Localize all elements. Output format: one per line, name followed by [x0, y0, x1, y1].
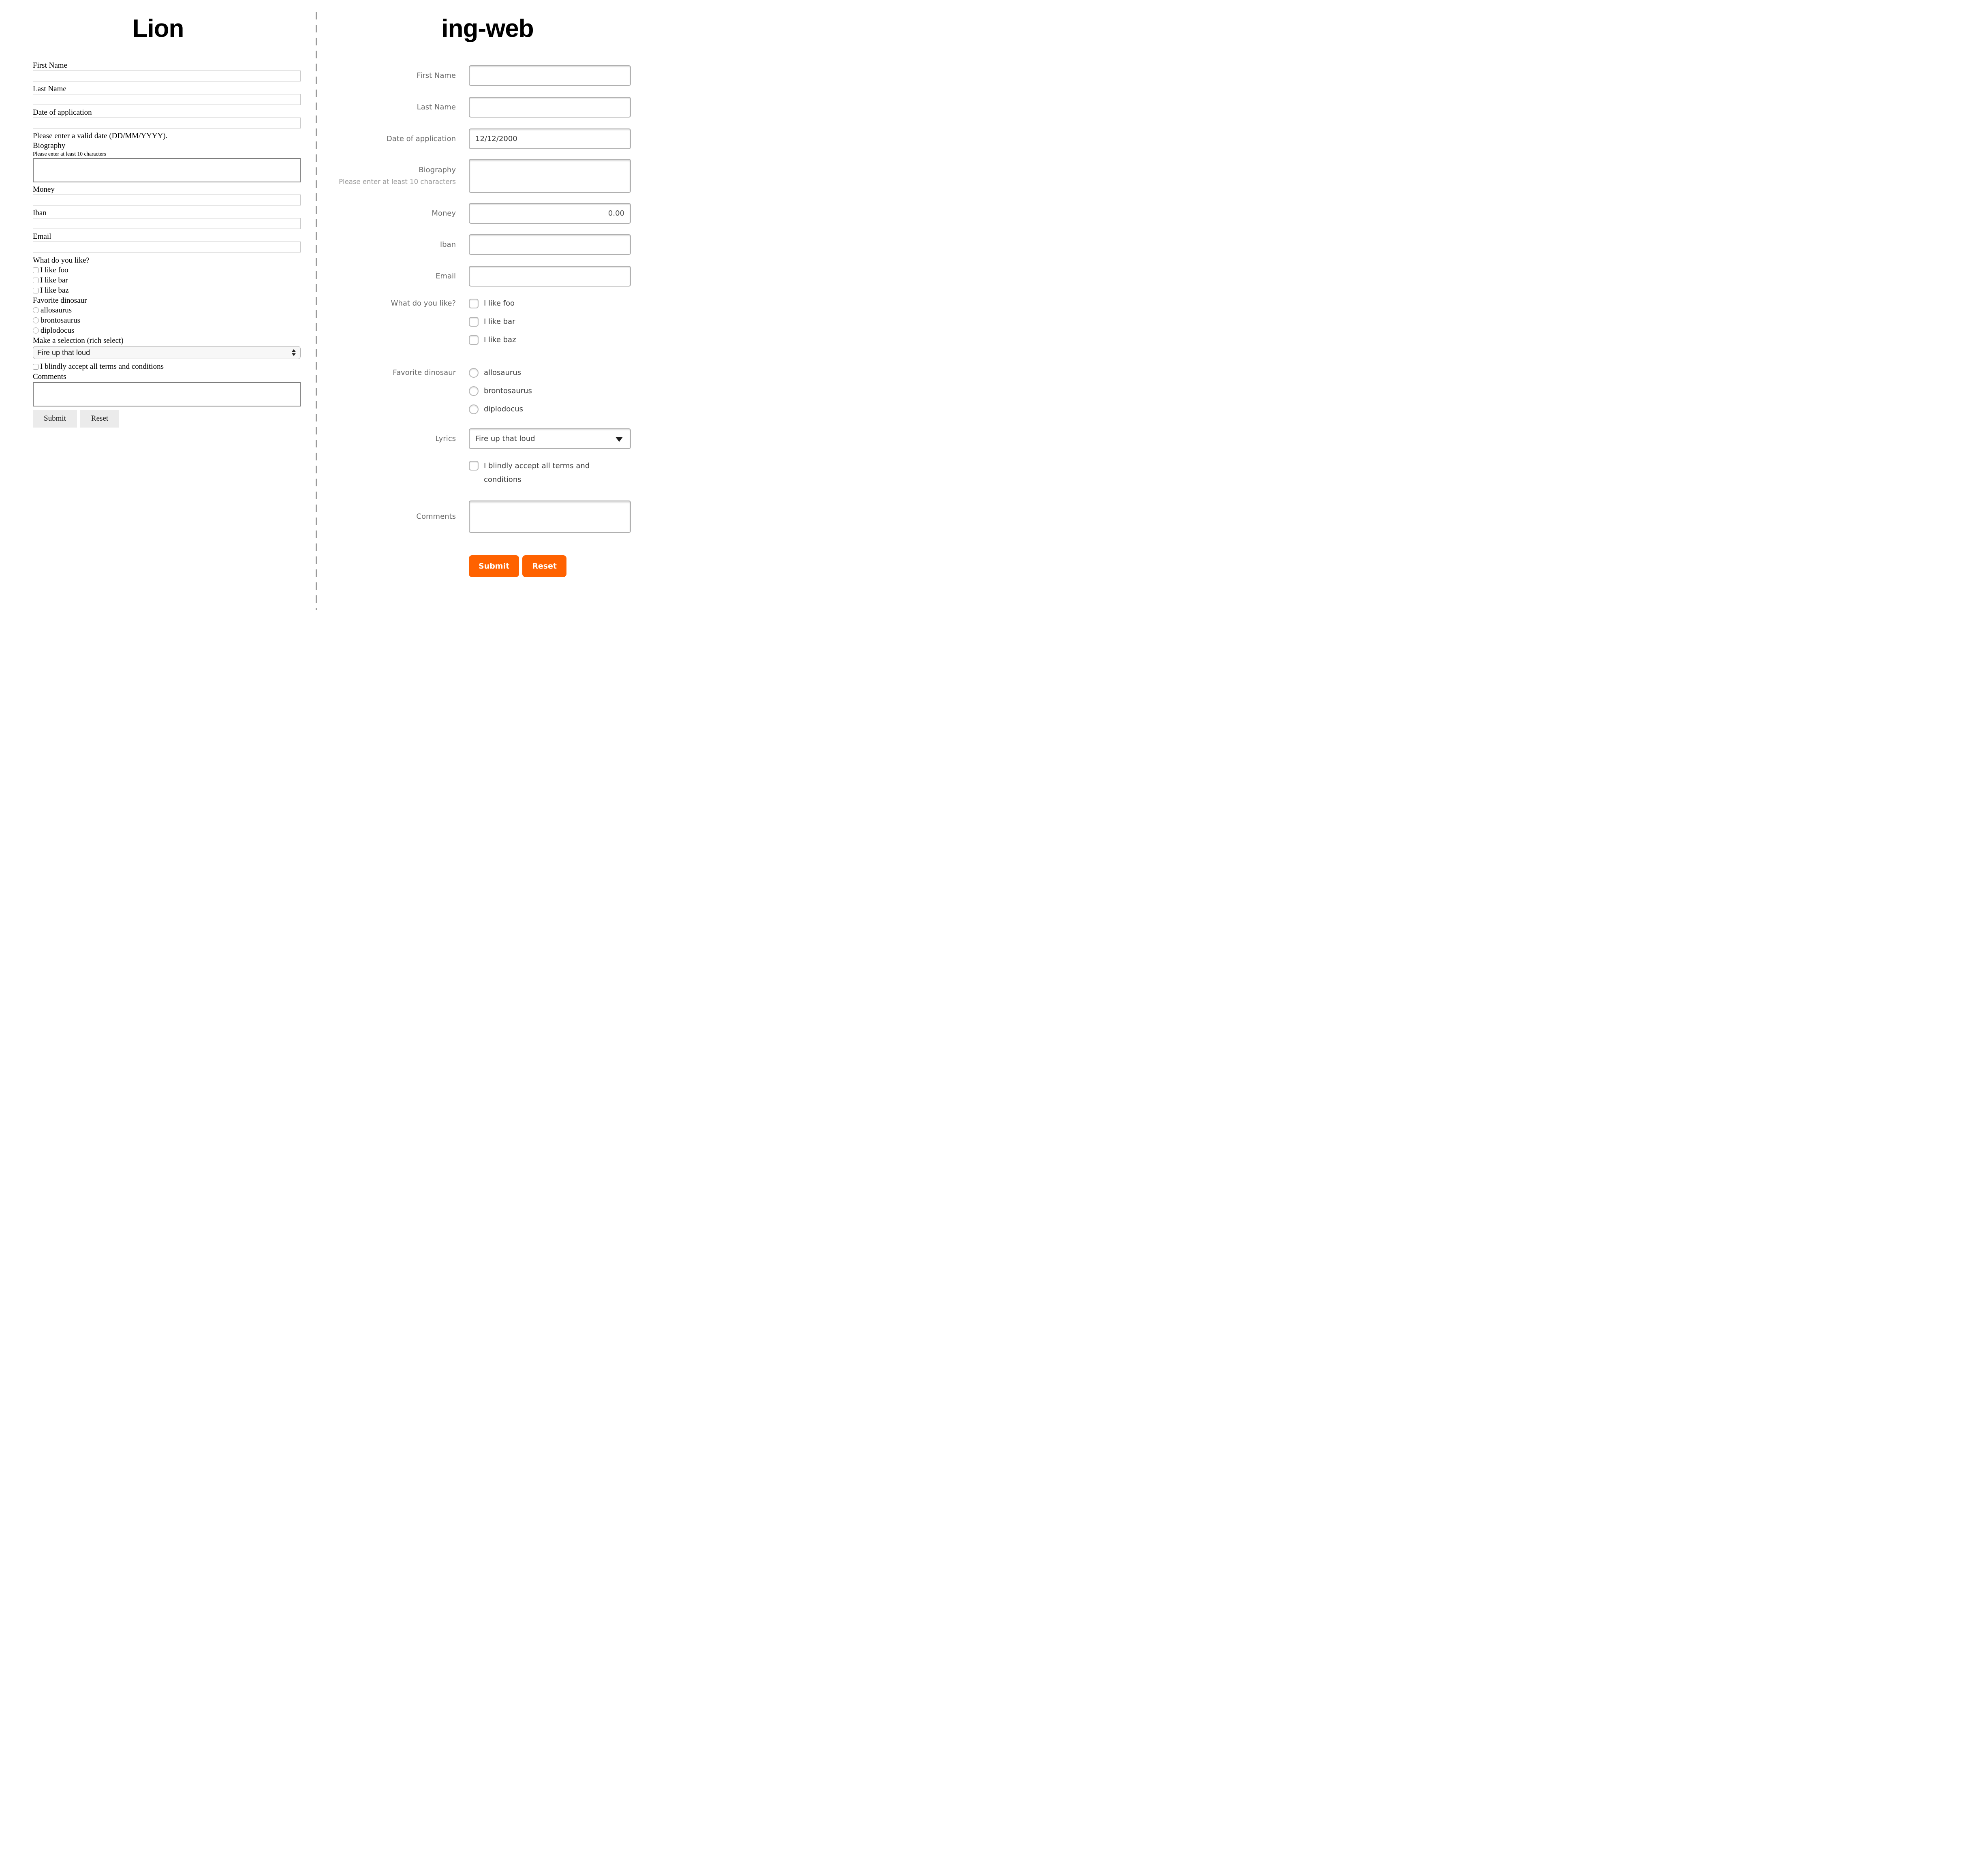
checkbox-label: I like bar [40, 276, 68, 285]
page [0, 0, 659, 625]
email-input[interactable] [33, 242, 301, 252]
ing-web-title: ing-web [441, 15, 534, 43]
money-input[interactable] [33, 195, 301, 205]
comments-textarea[interactable] [33, 382, 301, 406]
date-row [316, 128, 659, 149]
lion-title: Lion [132, 15, 184, 43]
lion-form [33, 61, 301, 428]
date-helper-text: Please enter a valid date (DD/MM/YYYY). [33, 132, 168, 140]
email-label: Email [33, 232, 51, 241]
biography-textarea[interactable] [33, 158, 301, 182]
biography-label: Biography [419, 166, 456, 174]
radio-label: diplodocus [41, 326, 75, 335]
radio-label: diplodocus [484, 405, 523, 413]
checkbox-icon [33, 278, 38, 283]
lyrics-row [316, 428, 659, 449]
first-name-row [316, 65, 659, 86]
checkbox-label: I like bar [484, 317, 515, 326]
date-label: Date of application [33, 108, 92, 117]
radio-icon [33, 317, 39, 323]
checkbox-icon [33, 364, 38, 370]
email-input[interactable] [469, 266, 631, 287]
lion-panel [0, 0, 316, 428]
dropdown-arrow-icon [616, 437, 623, 442]
last-name-label: Last Name [417, 103, 456, 111]
checkbox-label: I like foo [484, 299, 515, 308]
iban-label: Iban [33, 209, 47, 217]
likes-group-label: What do you like? [391, 299, 456, 308]
biography-helper-text: Please enter at least 10 characters [33, 151, 107, 157]
reset-button[interactable]: Reset [80, 410, 119, 428]
biography-helper-text: Please enter at least 10 characters [339, 178, 456, 186]
buttons-row [316, 555, 659, 577]
checkbox-icon [33, 267, 38, 273]
email-row [316, 266, 659, 287]
lyrics-label: Lyrics [435, 434, 456, 443]
rich-select-label: Make a selection (rich select) [33, 336, 124, 345]
last-name-input[interactable] [469, 97, 631, 118]
dinosaur-radio-group [469, 368, 631, 414]
radio-icon [33, 307, 39, 313]
radio-label: brontosaurus [484, 387, 532, 395]
comments-row [316, 501, 659, 533]
biography-label-block [316, 165, 456, 186]
email-label: Email [436, 272, 456, 280]
comments-label: Comments [33, 372, 66, 381]
last-name-label: Last Name [33, 85, 66, 93]
radio-label: allosaurus [41, 306, 72, 314]
iban-label: Iban [440, 240, 456, 249]
accept-terms-label: I blindly accept all terms and conditions [40, 362, 164, 371]
checkbox-item-bar[interactable] [33, 275, 301, 285]
checkbox-item-bar[interactable] [469, 317, 631, 327]
biography-label: Biography [33, 141, 66, 150]
radio-icon [469, 368, 479, 378]
first-name-label: First Name [417, 71, 456, 80]
last-name-row [316, 97, 659, 118]
ing-web-buttons [469, 555, 631, 577]
checkbox-item-baz[interactable] [469, 335, 631, 345]
money-label: Money [432, 209, 456, 218]
radio-label: allosaurus [484, 368, 522, 377]
date-input[interactable] [33, 118, 301, 128]
lyrics-select-value: Fire up that loud [475, 434, 535, 443]
money-row [316, 203, 659, 224]
dinosaur-group-label: Favorite dinosaur [393, 368, 456, 377]
biography-row [316, 159, 659, 193]
checkbox-icon [469, 299, 479, 308]
comments-label: Comments [416, 512, 456, 521]
accept-terms-label: I blindly accept all terms and conditions [484, 462, 590, 484]
radio-icon [33, 327, 39, 334]
radio-item-allosaurus[interactable] [33, 305, 301, 315]
radio-icon [469, 386, 479, 396]
radio-item-allosaurus[interactable] [469, 368, 631, 378]
accept-terms-row [316, 459, 659, 487]
checkbox-icon [469, 317, 479, 327]
checkbox-icon [469, 335, 479, 345]
dinosaur-group-label: Favorite dinosaur [33, 296, 87, 305]
radio-item-brontosaurus[interactable] [33, 315, 301, 325]
radio-icon [469, 404, 479, 414]
biography-textarea[interactable] [469, 159, 631, 193]
likes-group-label: What do you like? [33, 256, 90, 265]
first-name-input[interactable] [469, 65, 631, 86]
date-label: Date of application [386, 134, 456, 143]
radio-item-brontosaurus[interactable] [469, 386, 631, 396]
select-spinner-icon [292, 349, 296, 356]
likes-checkbox-group [469, 299, 631, 345]
checkbox-item-baz[interactable] [33, 285, 301, 295]
checkbox-icon [469, 461, 479, 471]
iban-row [316, 234, 659, 255]
checkbox-item-foo[interactable] [33, 265, 301, 275]
checkbox-item-foo[interactable] [469, 299, 631, 308]
checkbox-label: I like baz [40, 286, 69, 295]
dinosaur-row [316, 368, 659, 414]
ing-web-form [316, 65, 659, 577]
checkbox-label: I like foo [40, 266, 68, 274]
comments-textarea[interactable] [469, 501, 631, 533]
first-name-label: First Name [33, 61, 67, 70]
accept-terms-item[interactable] [33, 362, 301, 372]
rich-select[interactable] [33, 346, 301, 359]
radio-item-diplodocus[interactable] [33, 325, 301, 336]
checkbox-icon [33, 288, 38, 293]
last-name-input[interactable] [33, 94, 301, 105]
ing-web-panel [316, 0, 659, 577]
iban-input[interactable] [33, 218, 301, 229]
likes-row [316, 299, 659, 345]
radio-label: brontosaurus [41, 316, 81, 325]
iban-input[interactable] [469, 234, 631, 255]
money-label: Money [33, 185, 55, 194]
radio-item-diplodocus[interactable] [469, 404, 631, 414]
checkbox-label: I like baz [484, 336, 516, 344]
submit-button[interactable]: Submit [33, 410, 77, 428]
lion-buttons [33, 410, 301, 428]
first-name-input[interactable] [33, 71, 301, 81]
reset-button[interactable]: Reset [522, 555, 566, 577]
accept-terms-item[interactable] [469, 459, 631, 487]
submit-button[interactable]: Submit [469, 555, 519, 577]
money-input[interactable] [469, 203, 631, 224]
lyrics-select[interactable] [469, 428, 631, 449]
rich-select-value: Fire up that loud [37, 348, 90, 357]
date-input[interactable] [469, 128, 631, 149]
